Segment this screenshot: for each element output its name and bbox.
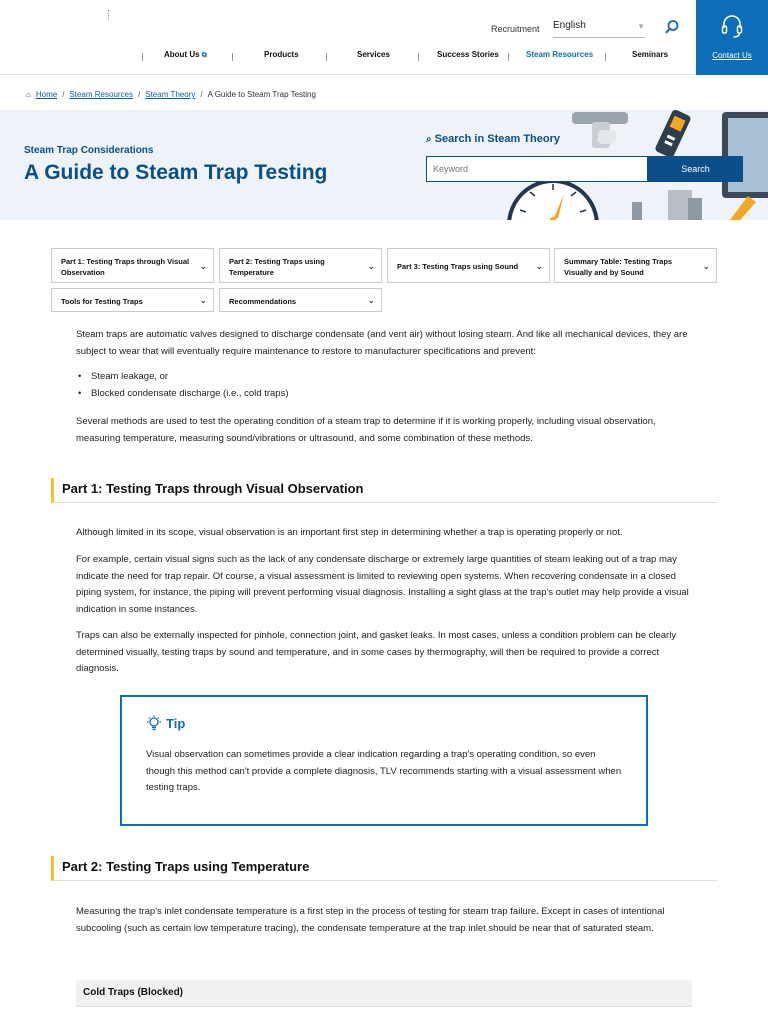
- hero-search-label-text: Search in Steam Theory: [434, 133, 560, 145]
- breadcrumb-steam-resources[interactable]: Steam Resources: [69, 90, 134, 99]
- nav-divider: [142, 53, 143, 61]
- table-header-cold-traps: Cold Traps (Blocked): [76, 980, 692, 1007]
- lightbulb-icon: [146, 715, 162, 731]
- toc-tools[interactable]: [51, 288, 214, 312]
- chevron-down-icon: ▼: [637, 22, 645, 31]
- external-link-icon: ⧉: [201, 52, 207, 59]
- breadcrumb-separator: /: [138, 90, 141, 99]
- toc-part3[interactable]: [387, 248, 550, 283]
- body-paragraph: For example, certain visual signs such as the lack of any condensate discharge or extremely large quantities of steam leaking out of a trap may indicate the need for trap repair. Of course, a visual assessment is limited to reviewing open systems. When recovering condensate in a closed piping system, for instance, the piping will prevent performing visual diagnosis. Installing a sight glass at the trap's outlet may help provide a visual indication in some instances.: [76, 554, 689, 615]
- chevron-down-icon: ⌄: [535, 260, 543, 271]
- nav-item-steam-resources[interactable]: Steam Resources: [526, 50, 594, 59]
- toc-label: Part 1: Testing Traps through Visual Observation: [61, 257, 190, 277]
- page-hero: [0, 110, 768, 220]
- intro-paragraph: Several methods are used to test the operating condition of a steam trap to determine if it is working properly, including visual observation, measuring temperature, measuring sound/vibrations or ultrasound, and some combination of these methods.: [76, 416, 656, 444]
- nav-item-seminars[interactable]: Seminars: [632, 50, 669, 59]
- nav-item-about-us[interactable]: [164, 50, 207, 60]
- body-paragraph: Traps can also be externally inspected for pinhole, connection joint, and gasket leaks. In most cases, unless a condition problem can be clearly determined visually, testing traps by sound and temperature, and in some cases by thermography, will then be required to provide a correct diagnosis.: [76, 630, 677, 674]
- nav-item-success-stories[interactable]: Success Stories: [437, 50, 499, 59]
- toc-part1[interactable]: [51, 248, 214, 283]
- tip-title: [146, 715, 185, 731]
- list-item: [78, 371, 168, 382]
- section-heading-part1: Part 1: Testing Traps through Visual Observation: [51, 478, 717, 503]
- tip-text: Visual observation can sometimes provide a clear indication regarding a trap's operating condition, so even though this method can't provide a complete diagnosis, TLV recommends starting with a visual assessment when testing traps.: [146, 749, 622, 793]
- chevron-down-icon: ⌄: [367, 260, 375, 271]
- section-heading-part2: Part 2: Testing Traps using Temperature: [51, 856, 717, 881]
- breadcrumb-current: A Guide to Steam Trap Testing: [207, 90, 316, 99]
- toc-part2[interactable]: [219, 248, 382, 283]
- tip-callout: [120, 695, 648, 826]
- toc-label: Part 2: Testing Traps using Temperature: [229, 257, 325, 277]
- chevron-down-icon: ⌄: [702, 260, 710, 271]
- chevron-down-icon: ⌄: [199, 295, 207, 305]
- recruitment-link[interactable]: Recruitment: [491, 24, 540, 34]
- toc-label: Summary Table: Testing Traps Visually and by Sound: [564, 257, 673, 277]
- nav-item-services[interactable]: Services: [357, 50, 390, 59]
- nav-divider: [605, 53, 606, 61]
- page-title: A Guide to Steam Trap Testing: [24, 161, 328, 184]
- toc-label: Recommendations: [229, 297, 297, 306]
- chevron-down-icon: ⌄: [199, 260, 207, 271]
- intro-paragraph: Steam traps are automatic valves designed to discharge condensate (and vent air) without losing steam. And like all mechanical devices, they are subject to wear that will eventually require maintenance to restore to manufacturer specifications and prevent:: [76, 329, 688, 357]
- toc-label: Tools for Testing Traps: [61, 297, 143, 306]
- body-paragraph: Measuring the trap's inlet condensate temperature is a first step in the process of testing for steam trap failure. Except in cases of intentional subcooling (such as certain low temperature tracing), the condensate temperature at the trap inlet should be near that of saturated steam.: [76, 906, 665, 934]
- nav-divider: [326, 53, 327, 61]
- language-value: English: [553, 20, 586, 31]
- toc-recommendations[interactable]: [219, 288, 382, 312]
- keyword-search-input[interactable]: [426, 156, 648, 182]
- main-nav: [140, 50, 696, 64]
- site-header: [0, 0, 768, 75]
- list-item: [78, 388, 289, 399]
- tip-title-text: Tip: [166, 715, 186, 731]
- hero-subtitle: Steam Trap Considerations: [24, 145, 154, 156]
- breadcrumb-steam-theory[interactable]: Steam Theory: [145, 90, 196, 99]
- bullet-icon: •: [78, 388, 82, 399]
- nav-item-products[interactable]: Products: [264, 50, 299, 59]
- search-icon[interactable]: [664, 19, 680, 35]
- toc-label: Part 3: Testing Traps using Sound: [397, 262, 519, 271]
- contact-us-button[interactable]: [696, 0, 768, 75]
- contact-us-label: Contact Us: [712, 51, 752, 60]
- logo-divider: [108, 10, 109, 20]
- headset-icon: [720, 14, 744, 40]
- body-paragraph: Although limited in its scope, visual observation is an important first step in determining whether a trap is operating properly or not.: [76, 527, 623, 538]
- home-icon: ⌂: [26, 90, 31, 99]
- breadcrumb-home[interactable]: Home: [35, 90, 58, 99]
- nav-divider: [232, 53, 233, 61]
- hero-search-label: [426, 133, 560, 145]
- search-button[interactable]: Search: [648, 156, 743, 182]
- breadcrumb-separator: /: [200, 90, 203, 99]
- bullet-icon: •: [78, 371, 82, 382]
- toc-summary-table[interactable]: [554, 248, 717, 283]
- list-item-text: Blocked condensate discharge (i.e., cold traps): [91, 388, 289, 399]
- nav-divider: [508, 53, 509, 61]
- search-icon: ⌕: [426, 134, 432, 145]
- language-select[interactable]: [553, 16, 645, 38]
- breadcrumb-separator: /: [62, 90, 65, 99]
- nav-label: About Us: [164, 50, 200, 59]
- nav-divider: [418, 53, 419, 61]
- breadcrumb: [26, 90, 316, 99]
- chevron-down-icon: ⌄: [367, 295, 375, 305]
- list-item-text: Steam leakage, or: [91, 371, 169, 382]
